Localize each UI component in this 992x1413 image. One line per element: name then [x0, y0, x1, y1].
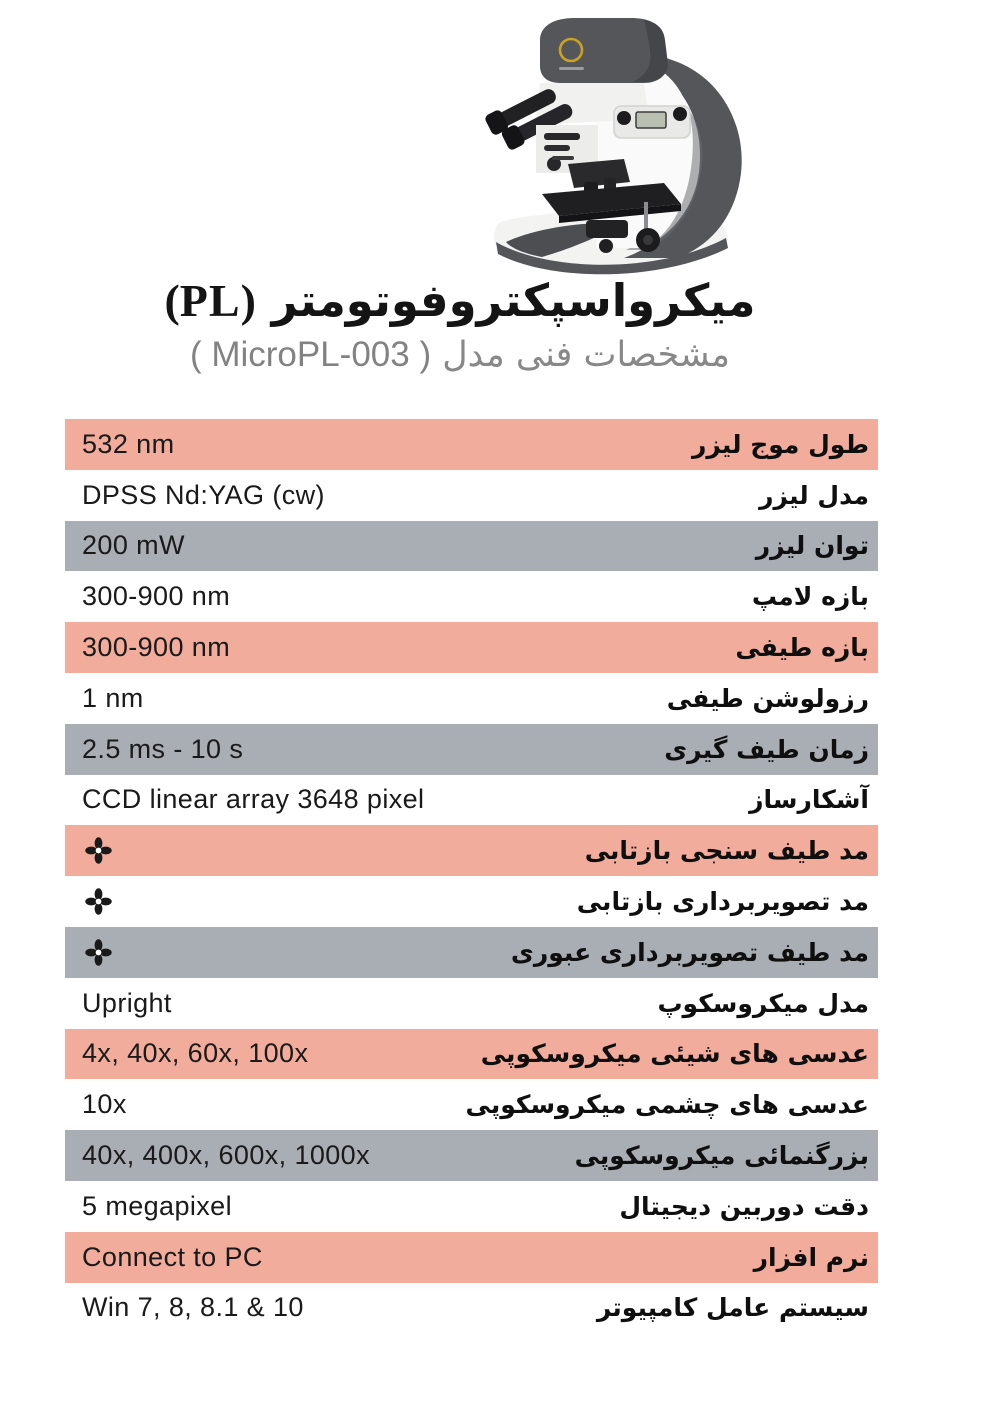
- substage-condenser: [586, 220, 628, 238]
- spec-label: مد تصویربرداری بازتابی: [576, 887, 869, 917]
- brand-wordmark: [559, 67, 584, 70]
- page-subtitle: [60, 335, 860, 375]
- spec-row: [65, 1283, 878, 1334]
- spec-row: [65, 673, 878, 724]
- spec-label: طول موج لیزر: [691, 429, 869, 459]
- slider-knob: [544, 145, 570, 151]
- spec-row: [65, 775, 878, 826]
- microscope-svg: [448, 6, 778, 278]
- spec-label: مد طیف تصویربرداری عبوری: [510, 937, 869, 967]
- spec-value: 200 mW: [82, 530, 185, 561]
- spec-value: 532 nm: [82, 428, 175, 459]
- spec-value: 5 megapixel: [82, 1190, 232, 1221]
- spec-row: [65, 419, 878, 470]
- four-petal-asterisk-icon: [65, 837, 112, 864]
- spec-label: رزولوشن طیفی: [666, 683, 869, 713]
- spec-label: نرم افزار: [753, 1242, 869, 1272]
- lcd-knob: [617, 111, 631, 125]
- spec-value: Connect to PC: [82, 1241, 263, 1272]
- page-title-fa: میکرواسپکتروفوتومتر: [271, 274, 756, 327]
- spec-value: 300-900 nm: [82, 581, 231, 612]
- spec-row: [65, 470, 878, 521]
- spec-label: عدسی های چشمی میکروسکوپی: [465, 1090, 869, 1120]
- spec-row: [65, 825, 878, 876]
- spec-row: [65, 927, 878, 978]
- spec-row: [65, 724, 878, 775]
- slider-knob: [544, 133, 580, 140]
- spec-value: Upright: [82, 987, 172, 1018]
- spec-value: 40x, 400x, 600x, 1000x: [82, 1140, 371, 1171]
- microscope-illustration: [448, 6, 778, 278]
- spec-value: 1 nm: [82, 682, 144, 713]
- page-subtitle-model: ( MicroPL-003 ): [189, 334, 432, 374]
- spec-row: [65, 571, 878, 622]
- fine-focus-knob: [599, 239, 613, 253]
- spec-label: توان لیزر: [755, 531, 869, 561]
- spec-row: [65, 1181, 878, 1232]
- spec-row: [65, 521, 878, 572]
- spec-row: [65, 1232, 878, 1283]
- spec-label: مدل لیزر: [759, 480, 869, 510]
- spec-row: [65, 1130, 878, 1181]
- spec-row: [65, 622, 878, 673]
- spec-row: [65, 1079, 878, 1130]
- spec-value: 4x, 40x, 60x, 100x: [82, 1038, 309, 1069]
- spec-label: بازه لامپ: [751, 582, 869, 612]
- page-subtitle-fa: مشخصات فنی مدل: [442, 334, 731, 375]
- lcd-knob: [673, 107, 687, 121]
- spec-label: مد طیف سنجی بازتابی: [584, 836, 869, 866]
- spec-value: 2.5 ms - 10 s: [82, 733, 244, 764]
- focus-knob-inner: [643, 235, 653, 245]
- spec-row: [65, 978, 878, 1029]
- header: [60, 276, 860, 375]
- spec-value: 300-900 nm: [82, 632, 231, 663]
- spec-table: [65, 419, 878, 1333]
- spec-row: [65, 1029, 878, 1080]
- spec-value: 10x: [82, 1089, 127, 1120]
- adjust-knob-stem: [552, 156, 574, 160]
- spec-row: [65, 876, 878, 927]
- four-petal-asterisk-icon: [65, 888, 112, 915]
- spec-label: دقت دوربین دیجیتال: [619, 1191, 869, 1221]
- lcd-screen: [636, 112, 666, 128]
- spec-label: سیستم عامل کامپیوتر: [596, 1293, 869, 1323]
- four-petal-asterisk-icon: [65, 939, 112, 966]
- page-title: [60, 276, 860, 327]
- spec-value: DPSS Nd:YAG (cw): [82, 479, 325, 510]
- spec-label: زمان طیف گیری: [664, 734, 869, 764]
- spec-label: آشکارساز: [749, 785, 869, 815]
- spec-label: بزرگنمائی میکروسکوپی: [574, 1141, 869, 1171]
- spec-label: بازه طیفی: [735, 633, 869, 663]
- spec-value: CCD linear array 3648 pixel: [82, 784, 425, 815]
- page-title-latin: (PL): [164, 275, 256, 326]
- spec-label: عدسی های شیئی میکروسکوپی: [480, 1039, 869, 1069]
- spec-label: مدل میکروسکوپ: [657, 988, 869, 1018]
- spec-value: Win 7, 8, 8.1 & 10: [82, 1292, 304, 1323]
